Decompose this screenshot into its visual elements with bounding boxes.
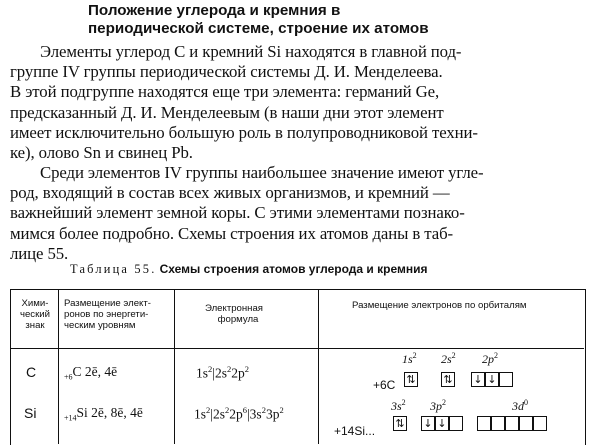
paragraph-line: лице 55. (10, 243, 69, 263)
orbital-box: ⇅ (404, 372, 418, 387)
header-chemical-symbol: Хими- ческий знак (19, 298, 51, 331)
column-divider (58, 289, 59, 444)
orbital-label-3s: $3s^2$ (391, 398, 406, 413)
orbital-box: ↓ (485, 372, 499, 387)
caption-title: Схемы строения атомов углерода и кремния (159, 262, 428, 276)
paragraph-line: В этой подгруппе находятся еще три элемента: германий Ge, (10, 82, 440, 102)
heading-line-1: Положение углерода и кремния в (88, 2, 341, 19)
column-divider (318, 289, 319, 444)
carbon-orbital-prefix: +6C (373, 378, 396, 392)
carbon-energy-levels: $_{+6}$C 2ē, 4ē (64, 364, 118, 382)
orbital-box: ⇅ (393, 416, 407, 431)
orbital-label-2s: $2s^2$ (441, 351, 456, 366)
table-header-divider (10, 348, 584, 349)
paragraph-line: ке), олово Sn и свинец Pb. (10, 143, 193, 163)
orbital-label-1s: $1s^2$ (402, 351, 417, 366)
paragraph-line: предсказанный Д. И. Менделеевым (в наши дни этот элемент (10, 102, 444, 122)
heading-line-2: периодической системе, строение их атомов (88, 20, 429, 37)
column-divider (174, 289, 175, 444)
orbital-box (505, 416, 519, 431)
header-energy-levels: Размещение элект- ронов по энергети- ческим уровням (64, 298, 151, 331)
orbital-label-3d: $3d^0$ (512, 398, 528, 413)
orbital-box (477, 416, 491, 431)
orbital-box: ↓ (421, 416, 435, 431)
silicon-orbital-prefix: +14Si... (334, 424, 376, 438)
orbital-box: ↓ (435, 416, 449, 431)
paragraph-line: Среди элементов IV группы наибольшее значение имеют угле- (40, 163, 484, 182)
silicon-energy-levels: $_{+14}$Si 2ē, 8ē, 4ē (64, 405, 143, 423)
table-caption (70, 262, 428, 277)
paragraph-line: группе IV группы периодической системы Д. И. Менделеева. (10, 62, 443, 82)
orbital-box (499, 372, 513, 387)
section-heading (88, 2, 508, 38)
orbital-label-2p: $2p^2$ (482, 351, 498, 366)
paragraph-2 (10, 163, 582, 264)
caption-prefix: Таблица 55. (70, 262, 157, 276)
orbital-box (533, 416, 547, 431)
row-symbol-carbon: C (26, 364, 37, 380)
row-symbol-silicon: Si (24, 405, 37, 421)
orbital-box (491, 416, 505, 431)
carbon-electron-formula: $1s^2|2s^22p^2$ (196, 364, 249, 381)
orbital-label-3p: $3p^2$ (430, 398, 446, 413)
orbital-box: ⇅ (441, 372, 455, 387)
silicon-electron-formula: $1s^2|2s^22p^6|3s^23p^2$ (194, 405, 284, 422)
orbital-box (519, 416, 533, 431)
paragraph-line: важнейший элемент земной коры. С этими элементами познако- (10, 203, 465, 223)
paragraph-line: имеет исключительно большую роль в полупроводниковой техни- (10, 122, 478, 142)
header-orbital-distribution: Размещение электронов по орбиталям (352, 300, 527, 311)
paragraph-line: род, входящий в состав всех живых организмов, и кремний — (10, 183, 450, 203)
orbital-box: ↓ (471, 372, 485, 387)
paragraph-1 (10, 42, 582, 163)
paragraph-line: Элементы углерод C и кремний Si находятся в главной под- (40, 42, 462, 61)
orbital-box (449, 416, 463, 431)
paragraph-line: мимся более подробно. Схемы строения их атомов даны в таб- (10, 223, 454, 243)
header-electron-formula: Электронная формула (205, 303, 264, 325)
